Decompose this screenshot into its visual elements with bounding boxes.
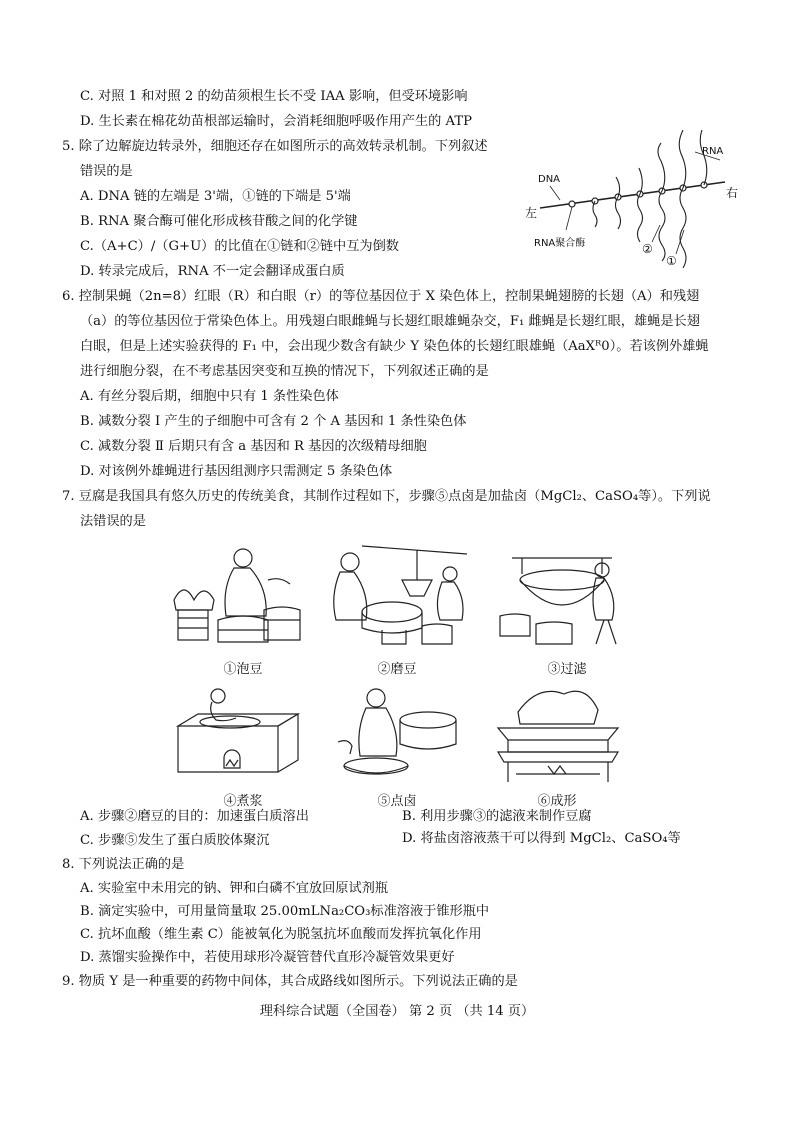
soak-beans-illustration	[168, 540, 318, 650]
q5-stem-cont: 错误的是	[80, 164, 133, 179]
q5-option-c: C.（A+C）/（G+U）的比值在①链和②链中互为倒数	[80, 239, 399, 254]
q8-option-d: D. 蒸馏实验操作中，若使用球形冷凝管替代直形冷凝管效果更好	[80, 950, 455, 965]
q7-option-c: C. 步骤⑤发生了蛋白质胶体聚沉	[80, 833, 270, 848]
rna-label: RNA	[702, 146, 724, 157]
q7-stem-line1: 7. 豆腐是我国具有悠久历史的传统美食，其制作过程如下，步骤⑤点卤是加盐卤（MgCl₂、CaSO₄等）。下列说	[62, 489, 711, 504]
q8-stem: 8. 下列说法正确的是	[62, 857, 185, 872]
transcription-diagram	[520, 130, 770, 275]
right-label: 右	[726, 186, 739, 200]
q5-option-a: A. DNA 链的左端是 3'端，①链的下端是 5'端	[80, 189, 351, 204]
chain-1-label: ①	[666, 254, 677, 268]
q4-option-d: D. 生长素在棉花幼苗根部运输时，会消耗细胞呼吸作用产生的 ATP	[80, 114, 473, 129]
q9-stem: 9. 物质 Y 是一种重要的药物中间体，其合成路线如图所示。下列说法正确的是	[62, 974, 518, 989]
q7-option-d: D. 将盐卤溶液蒸干可以得到 MgCl₂、CaSO₄等	[402, 831, 681, 846]
q5-stem: 5. 除了边解旋边转录外，细胞还存在如图所示的高效转录机制。下列叙述	[62, 139, 488, 154]
q5-option-d: D. 转录完成后，RNA 不一定会翻译成蛋白质	[80, 264, 345, 279]
polymerase-label: RNA聚合酶	[534, 238, 586, 249]
boil-pulp-illustration	[168, 686, 318, 786]
caption-filter: ③过滤	[547, 662, 587, 677]
q4-option-c: C. 对照 1 和对照 2 的幼苗须根生长不受 IAA 影响，但受环境影响	[80, 89, 468, 104]
page-footer: 理科综合试题（全国卷） 第 2 页 （共 14 页）	[259, 1004, 535, 1019]
left-label: 左	[525, 206, 538, 220]
q5-option-b: B. RNA 聚合酶可催化形成核苷酸之间的化学键	[80, 214, 358, 229]
q6-option-c: C. 减数分裂 Ⅱ 后期只有含 a 基因和 R 基因的次级精母细胞	[80, 439, 427, 454]
caption-soak-beans: ①泡豆	[223, 662, 263, 677]
q7-option-a: A. 步骤②磨豆的目的：加速蛋白质溶出	[80, 809, 309, 824]
q6-option-d: D. 对该例外雄蝇进行基因组测序只需测定 5 条染色体	[80, 464, 393, 479]
caption-grind-beans: ②磨豆	[377, 662, 417, 677]
q7-option-b: B. 利用步骤③的滤液来制作豆腐	[402, 809, 592, 824]
dna-label: DNA	[538, 174, 561, 185]
caption-shaping: ⑥成形	[537, 794, 577, 809]
q8-option-a: A. 实验室中未用完的钠、钾和白磷不宜放回原试剂瓶	[80, 881, 389, 896]
chain-2-label: ②	[642, 242, 653, 256]
filter-illustration	[492, 540, 642, 650]
add-coagulant-illustration	[318, 686, 478, 786]
caption-boil-pulp: ④煮浆	[223, 794, 263, 809]
q6-option-b: B. 减数分裂 Ⅰ 产生的子细胞中可含有 2 个 A 基因和 1 条性染色体	[80, 414, 467, 429]
q7-stem-line2: 法错误的是	[80, 514, 146, 529]
q8-option-b: B. 滴定实验中，可用量筒量取 25.00mLNa₂CO₃标准溶液于锥形瓶中	[80, 904, 490, 919]
q8-option-c: C. 抗坏血酸（维生素 C）能被氧化为脱氢抗坏血酸而发挥抗氧化作用	[80, 927, 482, 942]
q6-option-a: A. 有丝分裂后期，细胞中只有 1 条性染色体	[80, 389, 339, 404]
q6-stem-line1: 6. 控制果蝇（2n=8）红眼（R）和白眼（r）的等位基因位于 X 染色体上，控制果蝇翅膀的长翅（A）和残翅	[62, 289, 700, 304]
q6-stem-line2: （a）的等位基因位于常染色体上。用残翅白眼雌蝇与长翅红眼雄蝇杂交，F₁ 雌蝇是长翅红眼，雄蝇是长翅	[80, 314, 700, 329]
shaping-illustration	[488, 682, 628, 786]
q6-stem-line4: 进行细胞分裂，在不考虑基因突变和互换的情况下，下列叙述正确的是	[80, 364, 489, 379]
q6-stem-line3: 白眼，但是上述实验获得的 F₁ 中，会出现少数含有缺少 Y 染色体的长翅红眼雄蝇（AaXᴿ0）。若该例外雄蝇	[80, 339, 709, 354]
caption-add-coagulant: ⑤点卤	[377, 794, 417, 809]
grind-beans-illustration	[322, 540, 472, 650]
